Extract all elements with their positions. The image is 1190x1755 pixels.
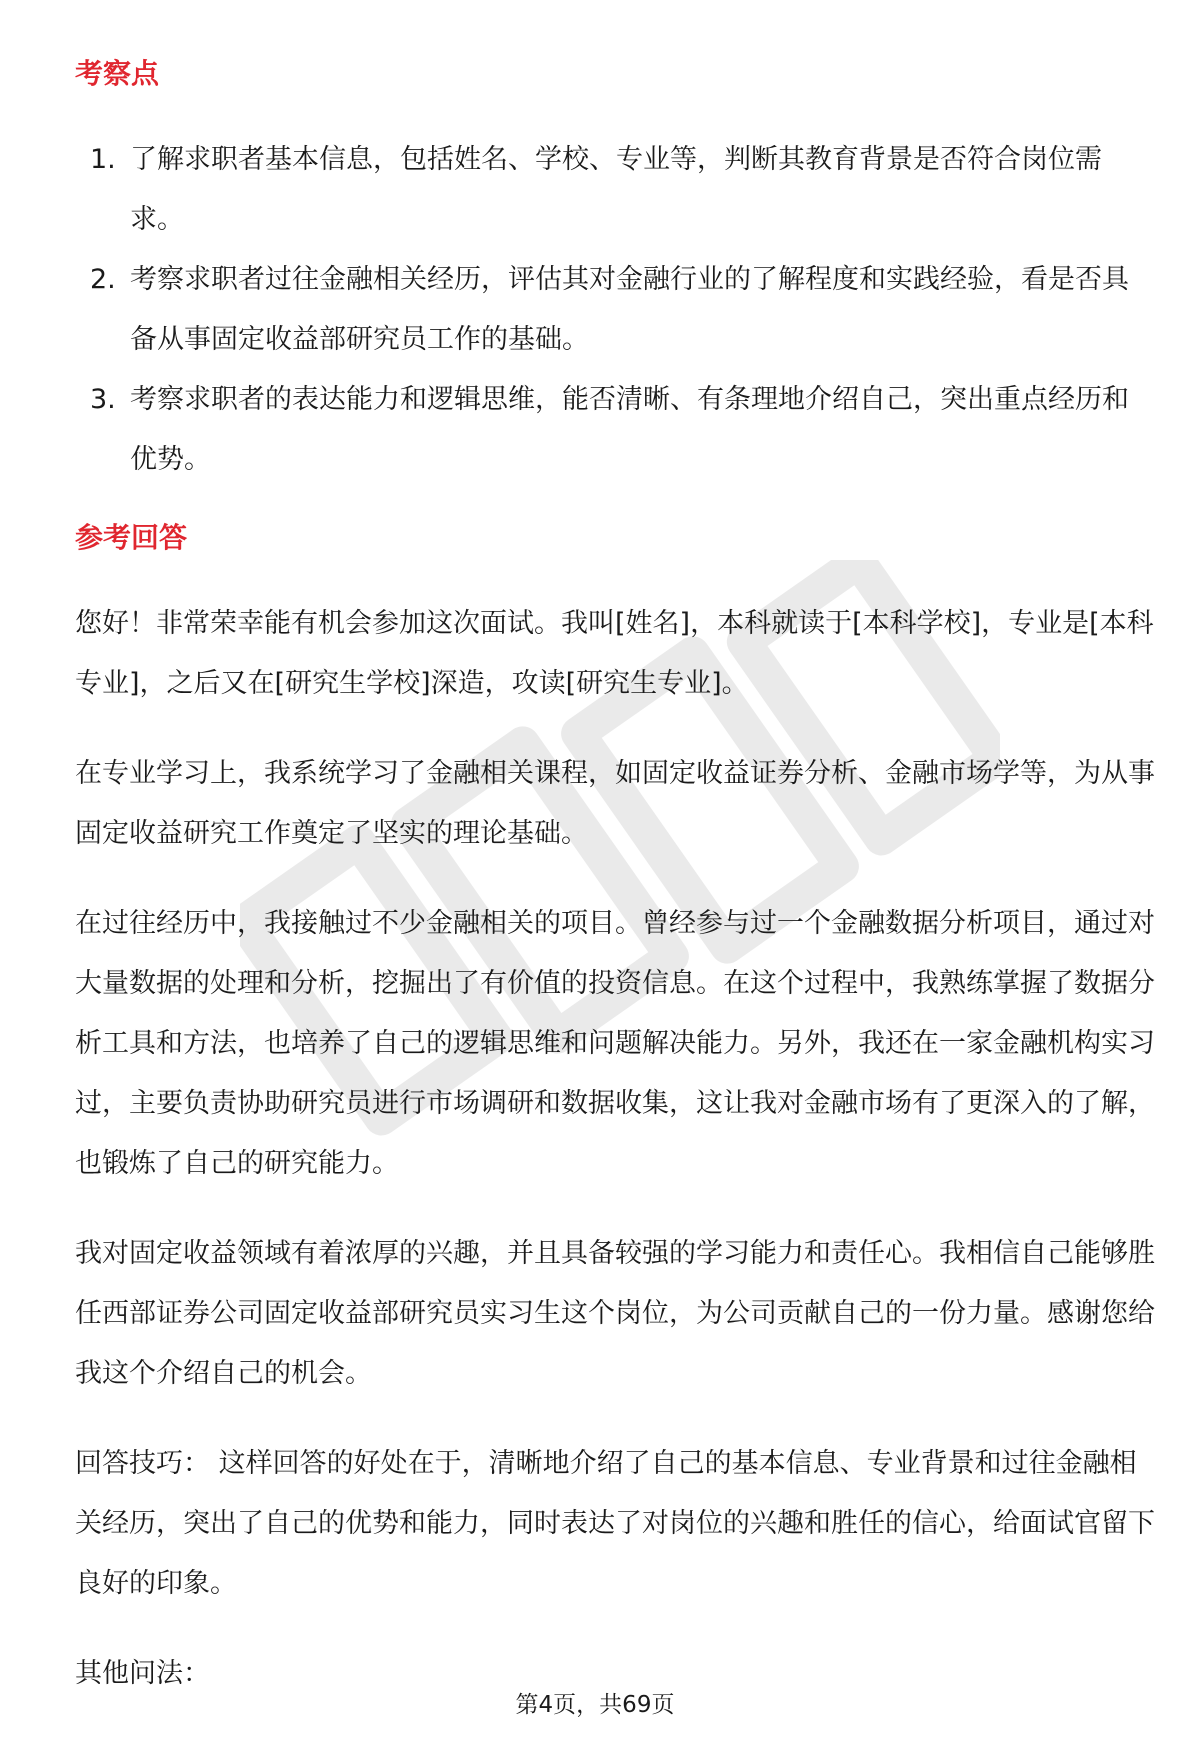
list-item-text: 考察求职者的表达能力和逻辑思维，能否清晰、有条理地介绍自己，突出重点经历和优势。 [130,384,1129,475]
list-item [75,130,1155,250]
list-item [75,370,1155,490]
answer-paragraph: 在专业学习上，我系统学习了金融相关课程，如固定收益证券分析、金融市场学等，为从事固定收益研究工作奠定了坚实的理论基础。 [75,758,1155,849]
other-questions-label: 其他问法： [75,1658,210,1689]
section-heading-exam-points: 考察点 [75,57,160,90]
answer-paragraph: 在过往经历中，我接触过不少金融相关的项目。曾经参与过一个金融数据分析项目，通过对大量数据的处理和分析，挖掘出了有价值的投资信息。在这个过程中，我熟练掌握了数据分析工具和方法，也培养了自己的逻辑思维和问题解决能力。另外，我还在一家金融机构实习过，主要负责协助研究员进行市场调研和数据收集，这让我对金融市场有了更深入的了解，也锻炼了自己的研究能力。 [75,908,1155,1179]
list-item-number: 1. [90,144,116,175]
list-item-number: 2. [90,264,116,295]
answer-paragraph: 您好！非常荣幸能有机会参加这次面试。我叫[姓名]，本科就读于[本科学校]，专业是[本科专业]，之后又在[研究生学校]深造，攻读[研究生专业]。 [75,608,1154,699]
page-number-footer: 第4页，共69页 [515,1692,675,1718]
list-item-text: 了解求职者基本信息，包括姓名、学校、专业等，判断其教育背景是否符合岗位需求。 [130,144,1102,235]
document-page [75,40,1155,1734]
list-item-number: 3. [90,384,116,415]
list-item [75,250,1155,370]
answer-paragraph: 我对固定收益领域有着浓厚的兴趣，并且具备较强的学习能力和责任心。我相信自己能够胜任西部证券公司固定收益部研究员实习生这个岗位，为公司贡献自己的一份力量。感谢您给我这个介绍自己的机会。 [75,1238,1155,1389]
section-heading-reference-answer: 参考回答 [75,521,188,554]
exam-points-list [75,130,1155,490]
answer-tips-paragraph: 回答技巧： 这样回答的好处在于，清晰地介绍了自己的基本信息、专业背景和过往金融相关经历，突出了自己的优势和能力，同时表达了对岗位的兴趣和胜任的信心，给面试官留下良好的印象。 [75,1448,1155,1599]
list-item-text: 考察求职者过往金融相关经历，评估其对金融行业的了解程度和实践经验，看是否具备从事固定收益部研究员工作的基础。 [130,264,1129,355]
